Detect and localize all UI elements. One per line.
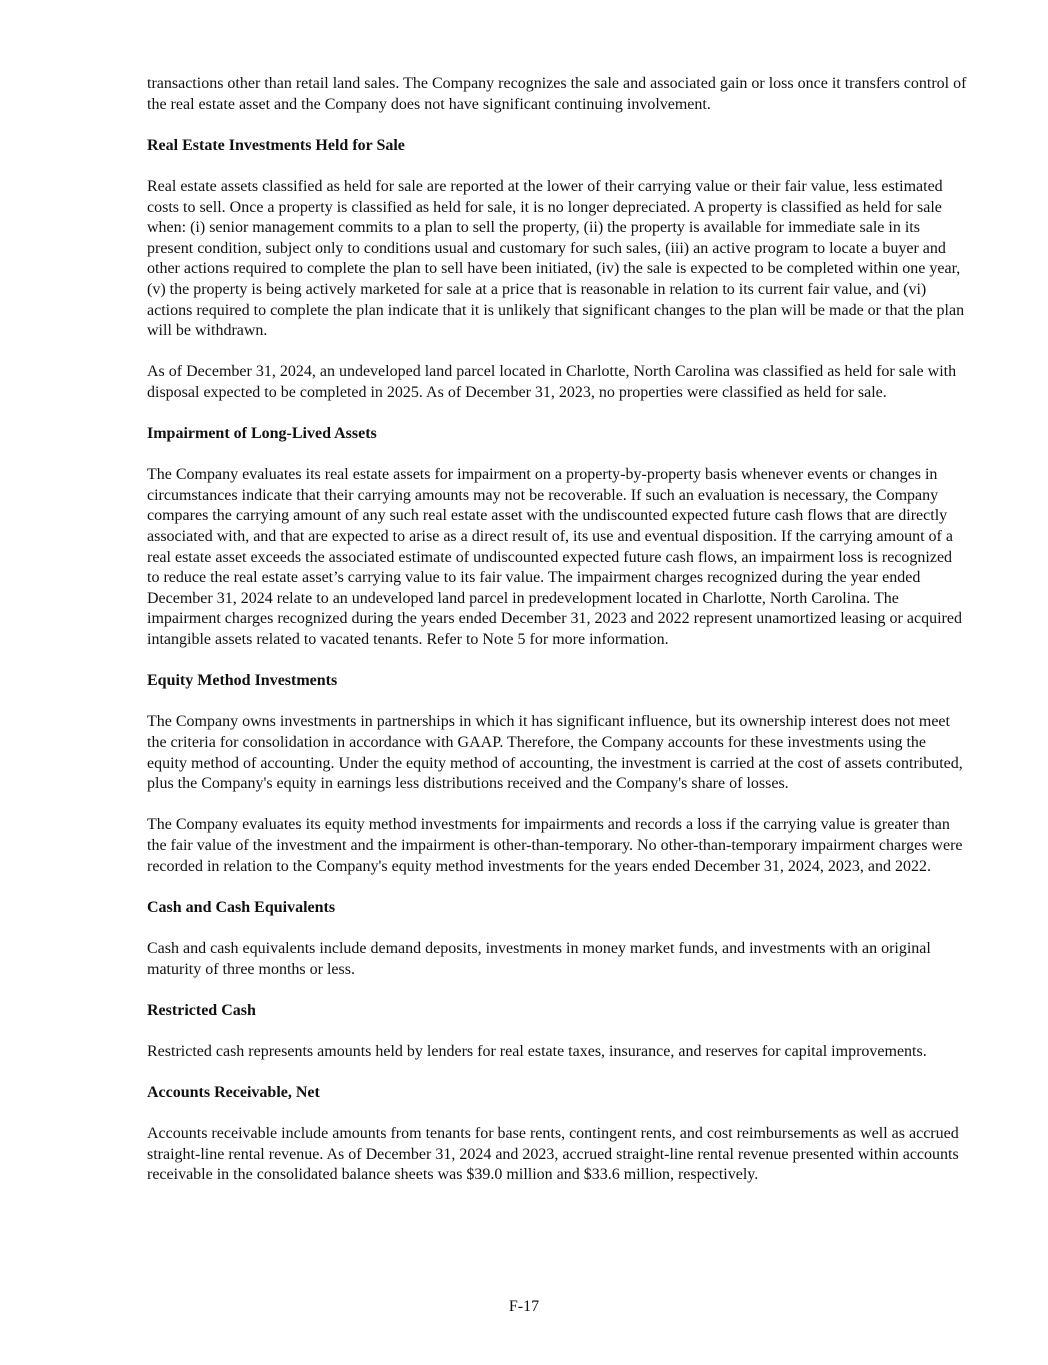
- impairment-paragraph-1: The Company evaluates its real estate assets for impairment on a property-by-property basis whenever events or changes in circumstances indicate that their carrying amounts may not be recoverable. If such an evaluation is necessary, the Company compares the carrying amount of any such real estate asset with the undiscounted expected future cash flows that are directly associated with, and that are expected to arise as a direct result of, its use and eventual disposition. If the carrying amount of a real estate asset exceeds the associated estimate of undiscounted expected future cash flows, an impairment loss is recognized to reduce the real estate asset’s carrying value to its fair value. The impairment charges recognized during the year ended December 31, 2024 relate to an undeveloped land parcel in predevelopment located in Charlotte, North Carolina. The impairment charges recognized during the years ended December 31, 2023 and 2022 represent unamortized leasing or acquired intangible assets related to vacated tenants. Refer to Note 5 for more information.: [147, 466, 962, 649]
- held-for-sale-paragraph-1: Real estate assets classified as held for sale are reported at the lower of their carrying value or their fair value, less estimated costs to sell. Once a property is classified as held for sale, it is no longer depreciated. A property is classified as held for sale when: (i) senior management commits to a plan to sell the property, (ii) the property is available for immediate sale in its present condition, subject only to conditions usual and customary for such sales, (iii) an active program to locate a buyer and other actions required to complete the plan to sell have been initiated, (iv) the sale is expected to be completed within one year, (v) the property is being actively marketed for sale at a price that is reasonable in relation to its current fair value, and (vi) actions required to complete the plan indicate that it is unlikely that significant changes to the plan will be made or that the plan will be withdrawn.: [147, 177, 965, 340]
- restricted-cash-paragraph-1: Restricted cash represents amounts held by lenders for real estate taxes, insurance, and reserves for capital improvements.: [147, 1042, 927, 1060]
- section-heading-receivables: Accounts Receivable, Net: [147, 1084, 320, 1102]
- section-heading-equity-method: Equity Method Investments: [147, 672, 338, 690]
- page-number: F-17: [508, 1298, 540, 1315]
- section-heading-held-for-sale: Real Estate Investments Held for Sale: [147, 136, 405, 154]
- section-heading-impairment: Impairment of Long-Lived Assets: [147, 425, 377, 443]
- held-for-sale-paragraph-2: As of December 31, 2024, an undeveloped land parcel located in Charlotte, North Carolina was classified as held for sale with disposal expected to be completed in 2025. As of December 31, 2023, no properties were classified as held for sale.: [147, 363, 957, 401]
- equity-method-paragraph-2: The Company evaluates its equity method investments for impairments and records a loss if the carrying value is greater than the fair value of the investment and the impairment is other-than-temporary. No other-than-temporary impairment charges were recorded in relation to the Company's equity method investments for the years ended December 31, 2024, 2023, and 2022.: [147, 816, 963, 875]
- cash-paragraph-1: Cash and cash equivalents include demand deposits, investments in money market funds, and investments with an original maturity of three months or less.: [147, 939, 931, 978]
- equity-method-paragraph-1: The Company owns investments in partnerships in which it has significant influence, but its ownership interest does not meet the criteria for consolidation in accordance with GAAP. Therefore, the Company accounts for these investments using the equity method of accounting. Under the equity method of accounting, the investment is carried at the cost of assets contributed, plus the Company's equity in earnings less distributions received and the Company's share of losses.: [147, 713, 963, 793]
- receivables-paragraph-1: Accounts receivable include amounts from tenants for base rents, contingent rents, and cost reimbursements as well as accrued straight-line rental revenue. As of December 31, 2024 and 2023, accrued straight-line rental revenue presented within accounts receivable in the consolidated balance sheets was $39.0 million and $33.6 million, respectively.: [147, 1125, 959, 1184]
- document-body: [147, 74, 967, 1207]
- section-heading-restricted-cash: Restricted Cash: [147, 1001, 256, 1019]
- section-heading-cash: Cash and Cash Equivalents: [147, 898, 336, 916]
- intro-paragraph: transactions other than retail land sales. The Company recognizes the sale and associated gain or loss once it transfers control of the real estate asset and the Company does not have significant continuing involvement.: [147, 75, 967, 113]
